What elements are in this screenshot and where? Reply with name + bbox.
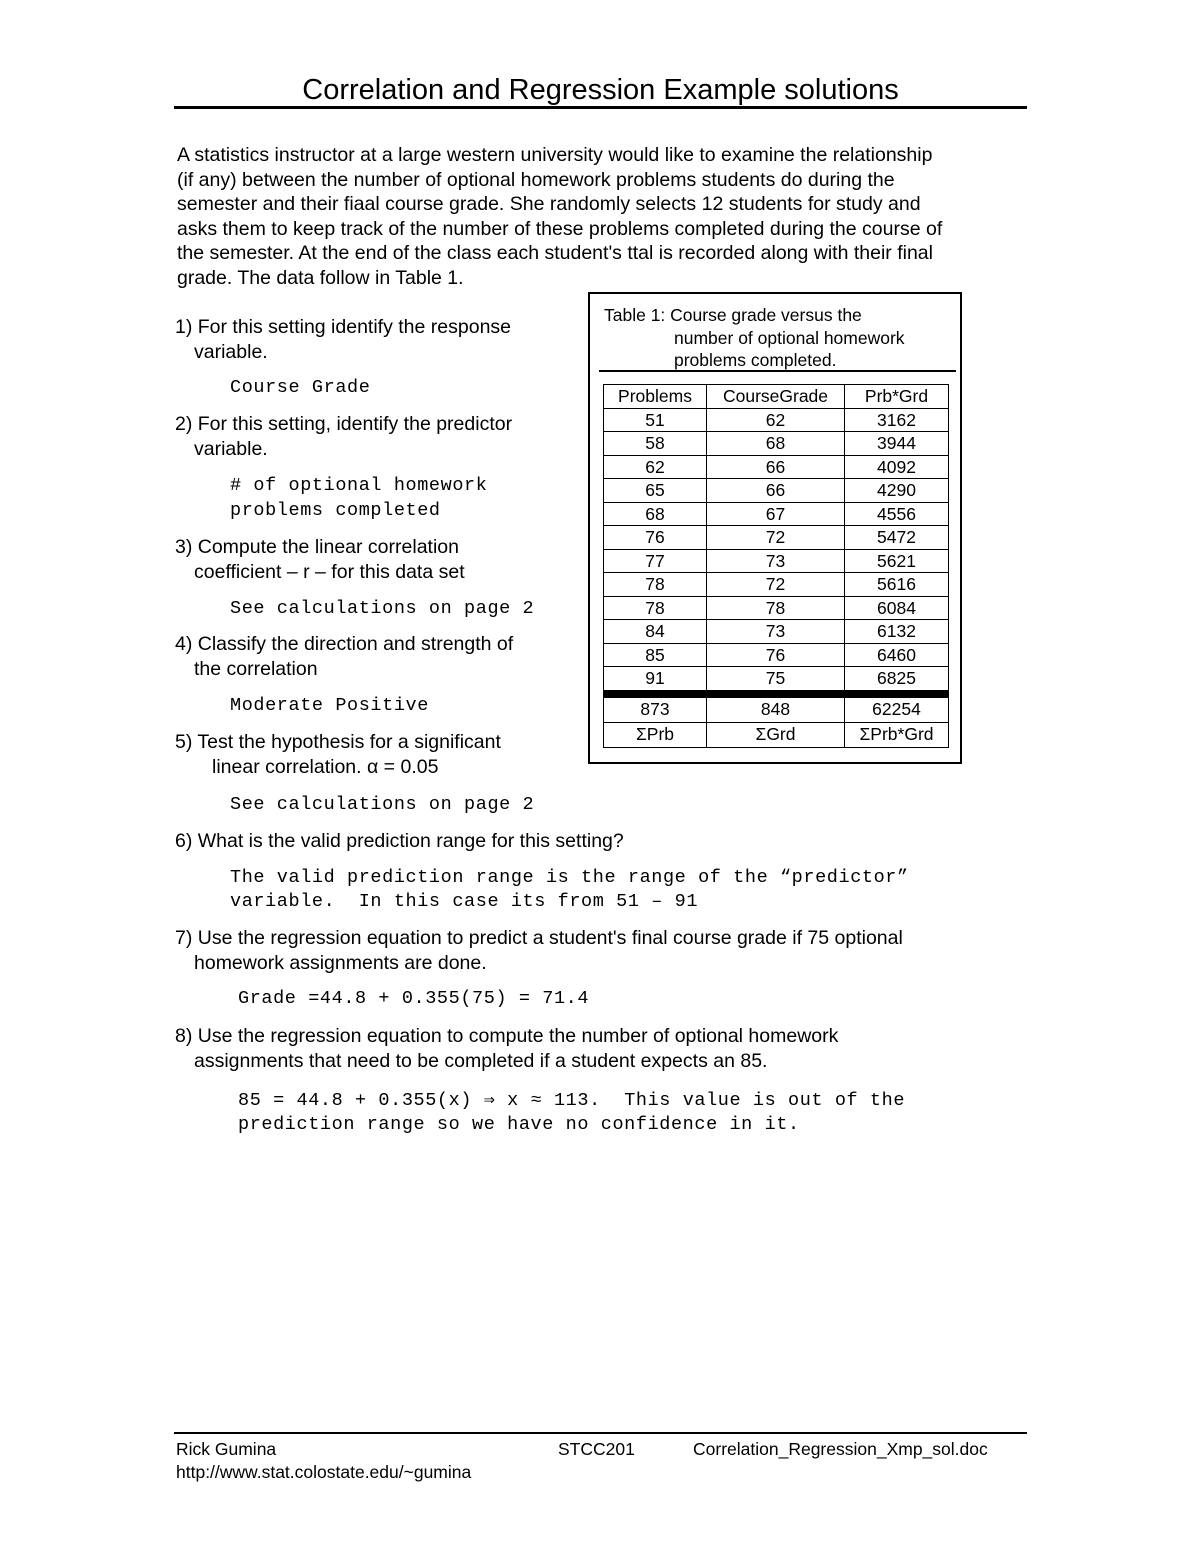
answer-2-line-2: problems completed xyxy=(230,500,441,521)
answer-6-line-2: variable. In this case its from 51 – 91 xyxy=(230,891,699,912)
table-row xyxy=(604,549,949,573)
table-cell: 62 xyxy=(604,455,707,479)
footer-rule xyxy=(174,1432,1027,1434)
caption-rule xyxy=(599,370,956,372)
table-cell: 73 xyxy=(707,549,845,573)
question-text: 5) Test the hypothesis for a significant xyxy=(175,731,501,753)
question-text: 6) What is the valid prediction range for this setting? xyxy=(175,830,624,852)
table-separator xyxy=(604,690,949,697)
question-2 xyxy=(175,412,512,462)
intro-line: semester and their fiaal course grade. She randomly selects 12 students for study and xyxy=(177,193,921,216)
table-cell: 68 xyxy=(604,502,707,526)
table-cell: 6084 xyxy=(845,596,949,620)
data-table xyxy=(603,384,949,748)
table-caption xyxy=(604,304,905,372)
table-sum-row xyxy=(604,697,949,722)
answer-1: Course Grade xyxy=(230,377,371,398)
intro-line: grade. The data follow in Table 1. xyxy=(177,266,464,289)
separator-bar xyxy=(604,690,949,697)
table-cell: 4092 xyxy=(845,455,949,479)
sum-label: ΣPrb xyxy=(604,722,707,747)
table-row xyxy=(604,502,949,526)
answer-5: See calculations on page 2 xyxy=(230,794,535,815)
table-sum-label-row xyxy=(604,722,949,747)
answer-6-line-1: The valid prediction range is the range of the “predictor” xyxy=(230,867,909,888)
table-row xyxy=(604,573,949,597)
sum-cell: 62254 xyxy=(845,697,949,722)
question-text: linear correlation. α = 0.05 xyxy=(212,756,439,778)
table-cell: 91 xyxy=(604,667,707,691)
question-1 xyxy=(175,315,511,365)
answer-8-line-1: 85 = 44.8 + 0.355(x) ⇒ x ≈ 113. This value is out of the xyxy=(238,1090,906,1111)
footer-author: Rick Gumina xyxy=(176,1439,277,1459)
intro-line: the semester. At the end of the class each student's ttal is recorded along with their final xyxy=(177,242,933,265)
table-row xyxy=(604,620,949,644)
table-caption-line: problems completed. xyxy=(674,350,837,370)
question-text: 4) Classify the direction and strength of xyxy=(175,633,514,655)
question-text: 1) For this setting identify the response xyxy=(175,316,512,338)
answer-7: Grade =44.8 + 0.355(75) = 71.4 xyxy=(238,988,590,1009)
table-cell: 85 xyxy=(604,643,707,667)
answer-3: See calculations on page 2 xyxy=(230,598,535,619)
table-cell: 3944 xyxy=(845,432,949,456)
table-cell: 84 xyxy=(604,620,707,644)
column-header: Problems xyxy=(604,385,707,409)
table-cell: 77 xyxy=(604,549,707,573)
table-cell: 72 xyxy=(707,526,845,550)
answer-8-line-2: prediction range so we have no confidence in it. xyxy=(238,1114,800,1135)
intro-line: A statistics instructor at a large western university would like to examine the relationship xyxy=(177,144,933,166)
question-text: assignments that need to be completed if a student expects an 85. xyxy=(194,1050,768,1072)
column-header: Prb*Grd xyxy=(845,385,949,409)
question-8 xyxy=(175,1024,838,1074)
question-3 xyxy=(175,535,465,585)
title-rule xyxy=(174,106,1027,109)
question-text: homework assignments are done. xyxy=(194,952,487,974)
intro-paragraph xyxy=(177,143,1029,291)
table-1-box xyxy=(588,292,962,764)
table-cell: 5621 xyxy=(845,549,949,573)
answer-2-line-1: # of optional homework xyxy=(230,475,488,496)
table-cell: 73 xyxy=(707,620,845,644)
table-cell: 76 xyxy=(707,643,845,667)
question-text: 7) Use the regression equation to predict a student's final course grade if 75 optional xyxy=(175,927,903,949)
table-cell: 5616 xyxy=(845,573,949,597)
table-caption-line: number of optional homework xyxy=(674,327,905,348)
table-row xyxy=(604,596,949,620)
table-cell: 75 xyxy=(707,667,845,691)
table-cell: 72 xyxy=(707,573,845,597)
table-cell: 78 xyxy=(604,596,707,620)
table-cell: 65 xyxy=(604,479,707,503)
answer-4: Moderate Positive xyxy=(230,695,429,716)
table-row xyxy=(604,408,949,432)
sum-cell: 873 xyxy=(604,697,707,722)
question-5 xyxy=(175,730,501,780)
table-caption-line: Table 1: Course grade versus the xyxy=(604,305,862,325)
sum-cell: 848 xyxy=(707,697,845,722)
table-row xyxy=(604,667,949,691)
table-cell: 68 xyxy=(707,432,845,456)
table-cell: 6825 xyxy=(845,667,949,691)
table-cell: 66 xyxy=(707,479,845,503)
question-text: variable. xyxy=(194,341,268,363)
question-text: the correlation xyxy=(194,658,318,680)
footer-course: STCC201 xyxy=(558,1439,635,1459)
table-row xyxy=(604,455,949,479)
question-6 xyxy=(175,829,624,854)
table-cell: 6460 xyxy=(845,643,949,667)
table-cell: 3162 xyxy=(845,408,949,432)
table-cell: 4556 xyxy=(845,502,949,526)
footer-filename: Correlation_Regression_Xmp_sol.doc xyxy=(693,1439,988,1459)
table-cell: 51 xyxy=(604,408,707,432)
table-cell: 5472 xyxy=(845,526,949,550)
page-title: Correlation and Regression Example solutions xyxy=(302,74,899,106)
question-4 xyxy=(175,632,513,682)
table-cell: 6132 xyxy=(845,620,949,644)
table-cell: 78 xyxy=(707,596,845,620)
table-header-row xyxy=(604,385,949,409)
table-cell: 4290 xyxy=(845,479,949,503)
question-text: coefficient – r – for this data set xyxy=(194,561,465,583)
table-cell: 76 xyxy=(604,526,707,550)
sum-label: ΣGrd xyxy=(707,722,845,747)
table-row xyxy=(604,432,949,456)
intro-line: asks them to keep track of the number of these problems completed during the course of xyxy=(177,217,943,240)
table-cell: 67 xyxy=(707,502,845,526)
table-cell: 62 xyxy=(707,408,845,432)
sum-label: ΣPrb*Grd xyxy=(845,722,949,747)
table-row xyxy=(604,643,949,667)
column-header: CourseGrade xyxy=(707,385,845,409)
table-cell: 78 xyxy=(604,573,707,597)
question-text: variable. xyxy=(194,438,268,460)
table-row xyxy=(604,479,949,503)
table-cell: 66 xyxy=(707,455,845,479)
intro-line: (if any) between the number of optional homework problems students do during the xyxy=(177,168,895,191)
question-text: 2) For this setting, identify the predictor xyxy=(175,413,513,435)
table-row xyxy=(604,526,949,550)
question-text: 3) Compute the linear correlation xyxy=(175,536,459,558)
footer-url[interactable]: http://www.stat.colostate.edu/~gumina xyxy=(176,1462,472,1482)
table-cell: 58 xyxy=(604,432,707,456)
question-text: 8) Use the regression equation to compute the number of optional homework xyxy=(175,1025,839,1047)
question-7 xyxy=(175,926,903,976)
